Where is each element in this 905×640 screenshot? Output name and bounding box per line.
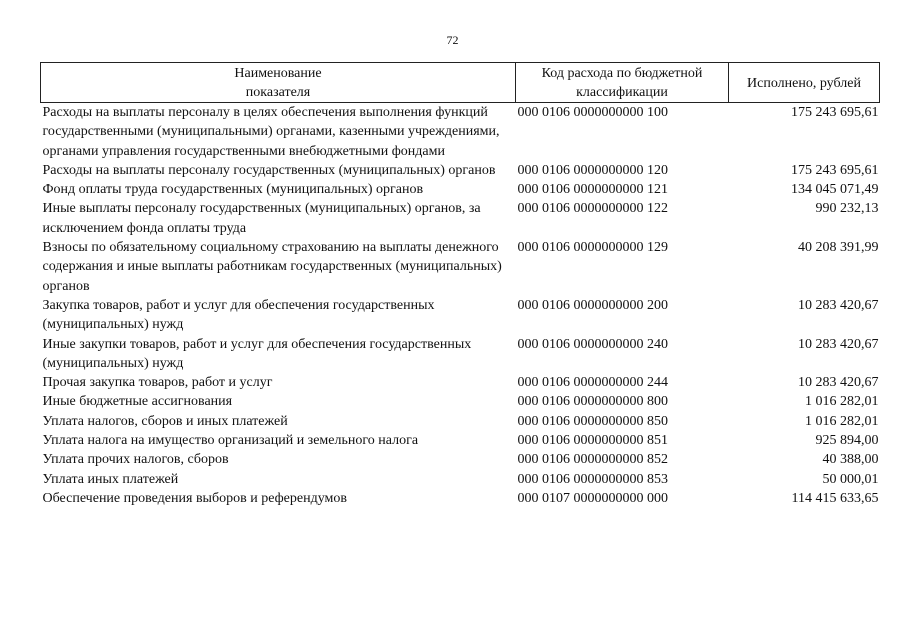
row-code: 000 0106 0000000000 100 (517, 105, 668, 120)
row-code: 000 0106 0000000000 850 (517, 413, 668, 429)
table-row (41, 103, 880, 161)
row-name: Уплата иных платежей (42, 471, 179, 487)
row-name: Расходы на выплаты персоналу в целях обеспечения выполнения функций государственными (муниципальными) органами, казенными учреждениями, органами управления государственными внебюджетными фондами (42, 105, 500, 159)
header-code (516, 63, 729, 103)
table-row (41, 392, 880, 411)
row-code: 000 0106 0000000000 121 (517, 182, 668, 198)
row-amount: 1 016 282,01 (805, 413, 879, 429)
table-row (41, 335, 880, 374)
row-code: 000 0106 0000000000 129 (517, 240, 668, 256)
page-number: 72 (446, 33, 459, 47)
row-amount: 990 232,13 (815, 201, 879, 217)
row-code: 000 0106 0000000000 200 (517, 297, 668, 313)
header-row (41, 63, 880, 103)
table-body (41, 103, 880, 509)
row-code: 000 0106 0000000000 851 (517, 433, 668, 449)
row-code: 000 0107 0000000000 000 (517, 490, 668, 506)
row-code: 000 0106 0000000000 244 (517, 375, 668, 391)
row-code: 000 0106 0000000000 120 (517, 162, 668, 178)
table-row (41, 296, 880, 335)
row-name: Иные закупки товаров, работ и услуг для обеспечения государственных (муниципальных) нужд (42, 336, 472, 371)
row-name: Иные бюджетные ассигнования (42, 394, 233, 410)
row-code: 000 0106 0000000000 852 (517, 452, 668, 468)
row-name: Обеспечение проведения выборов и референдумов (42, 490, 347, 506)
table-row (41, 373, 880, 392)
header-amount (729, 63, 880, 103)
row-amount: 10 283 420,67 (798, 375, 879, 391)
row-amount: 40 388,00 (822, 452, 879, 468)
row-name: Уплата прочих налогов, сборов (42, 452, 229, 468)
table-row (41, 489, 880, 508)
row-code: 000 0106 0000000000 853 (517, 471, 668, 487)
row-name: Закупка товаров, работ и услуг для обеспечения государственных (муниципальных) нужд (42, 297, 435, 333)
table-header (41, 63, 880, 103)
table-row (41, 431, 880, 450)
row-amount: 10 283 420,67 (798, 297, 879, 313)
row-code: 000 0106 0000000000 122 (517, 201, 668, 217)
row-code: 000 0106 0000000000 240 (517, 336, 668, 352)
row-amount: 40 208 391,99 (798, 240, 879, 256)
table-row (41, 161, 880, 180)
row-amount: 10 283 420,67 (798, 336, 879, 352)
row-name: Уплата налогов, сборов и иных платежей (42, 413, 288, 429)
row-name: Уплата налога на имущество организаций и земельного налога (42, 433, 419, 449)
table-row (41, 450, 880, 469)
row-name: Иные выплаты персоналу государственных (муниципальных) органов, за исключением фонда оплаты труда (42, 201, 481, 236)
row-name: Взносы по обязательному социальному страхованию на выплаты денежного содержания и иные выплаты работникам государственных (муниципальных) органов (42, 240, 502, 294)
header-name-line1: Наименование (234, 66, 322, 81)
row-name: Прочая закупка товаров, работ и услуг (42, 375, 273, 391)
header-name-line2: показателя (245, 85, 311, 100)
row-name: Расходы на выплаты персоналу государственных (муниципальных) органов (42, 162, 496, 178)
header-name (41, 63, 516, 103)
header-amount-text: Исполнено, рублей (747, 75, 861, 91)
row-amount: 50 000,01 (822, 471, 879, 487)
table-row (41, 238, 880, 296)
table-row (41, 180, 880, 199)
table-row (41, 199, 880, 238)
header-code-line1: Код расхода по бюджетной (541, 66, 703, 81)
row-code: 000 0106 0000000000 800 (517, 394, 668, 410)
table-row (41, 412, 880, 431)
row-amount: 1 016 282,01 (805, 394, 879, 410)
row-amount: 175 243 695,61 (791, 105, 879, 120)
budget-execution-table (40, 62, 880, 508)
table-row (41, 470, 880, 489)
row-name: Фонд оплаты труда государственных (муниципальных) органов (42, 182, 424, 198)
row-amount: 925 894,00 (815, 433, 879, 449)
header-code-line2: классификации (576, 85, 668, 100)
row-amount: 175 243 695,61 (791, 162, 879, 178)
row-amount: 114 415 633,65 (791, 490, 879, 506)
row-amount: 134 045 071,49 (791, 182, 879, 198)
